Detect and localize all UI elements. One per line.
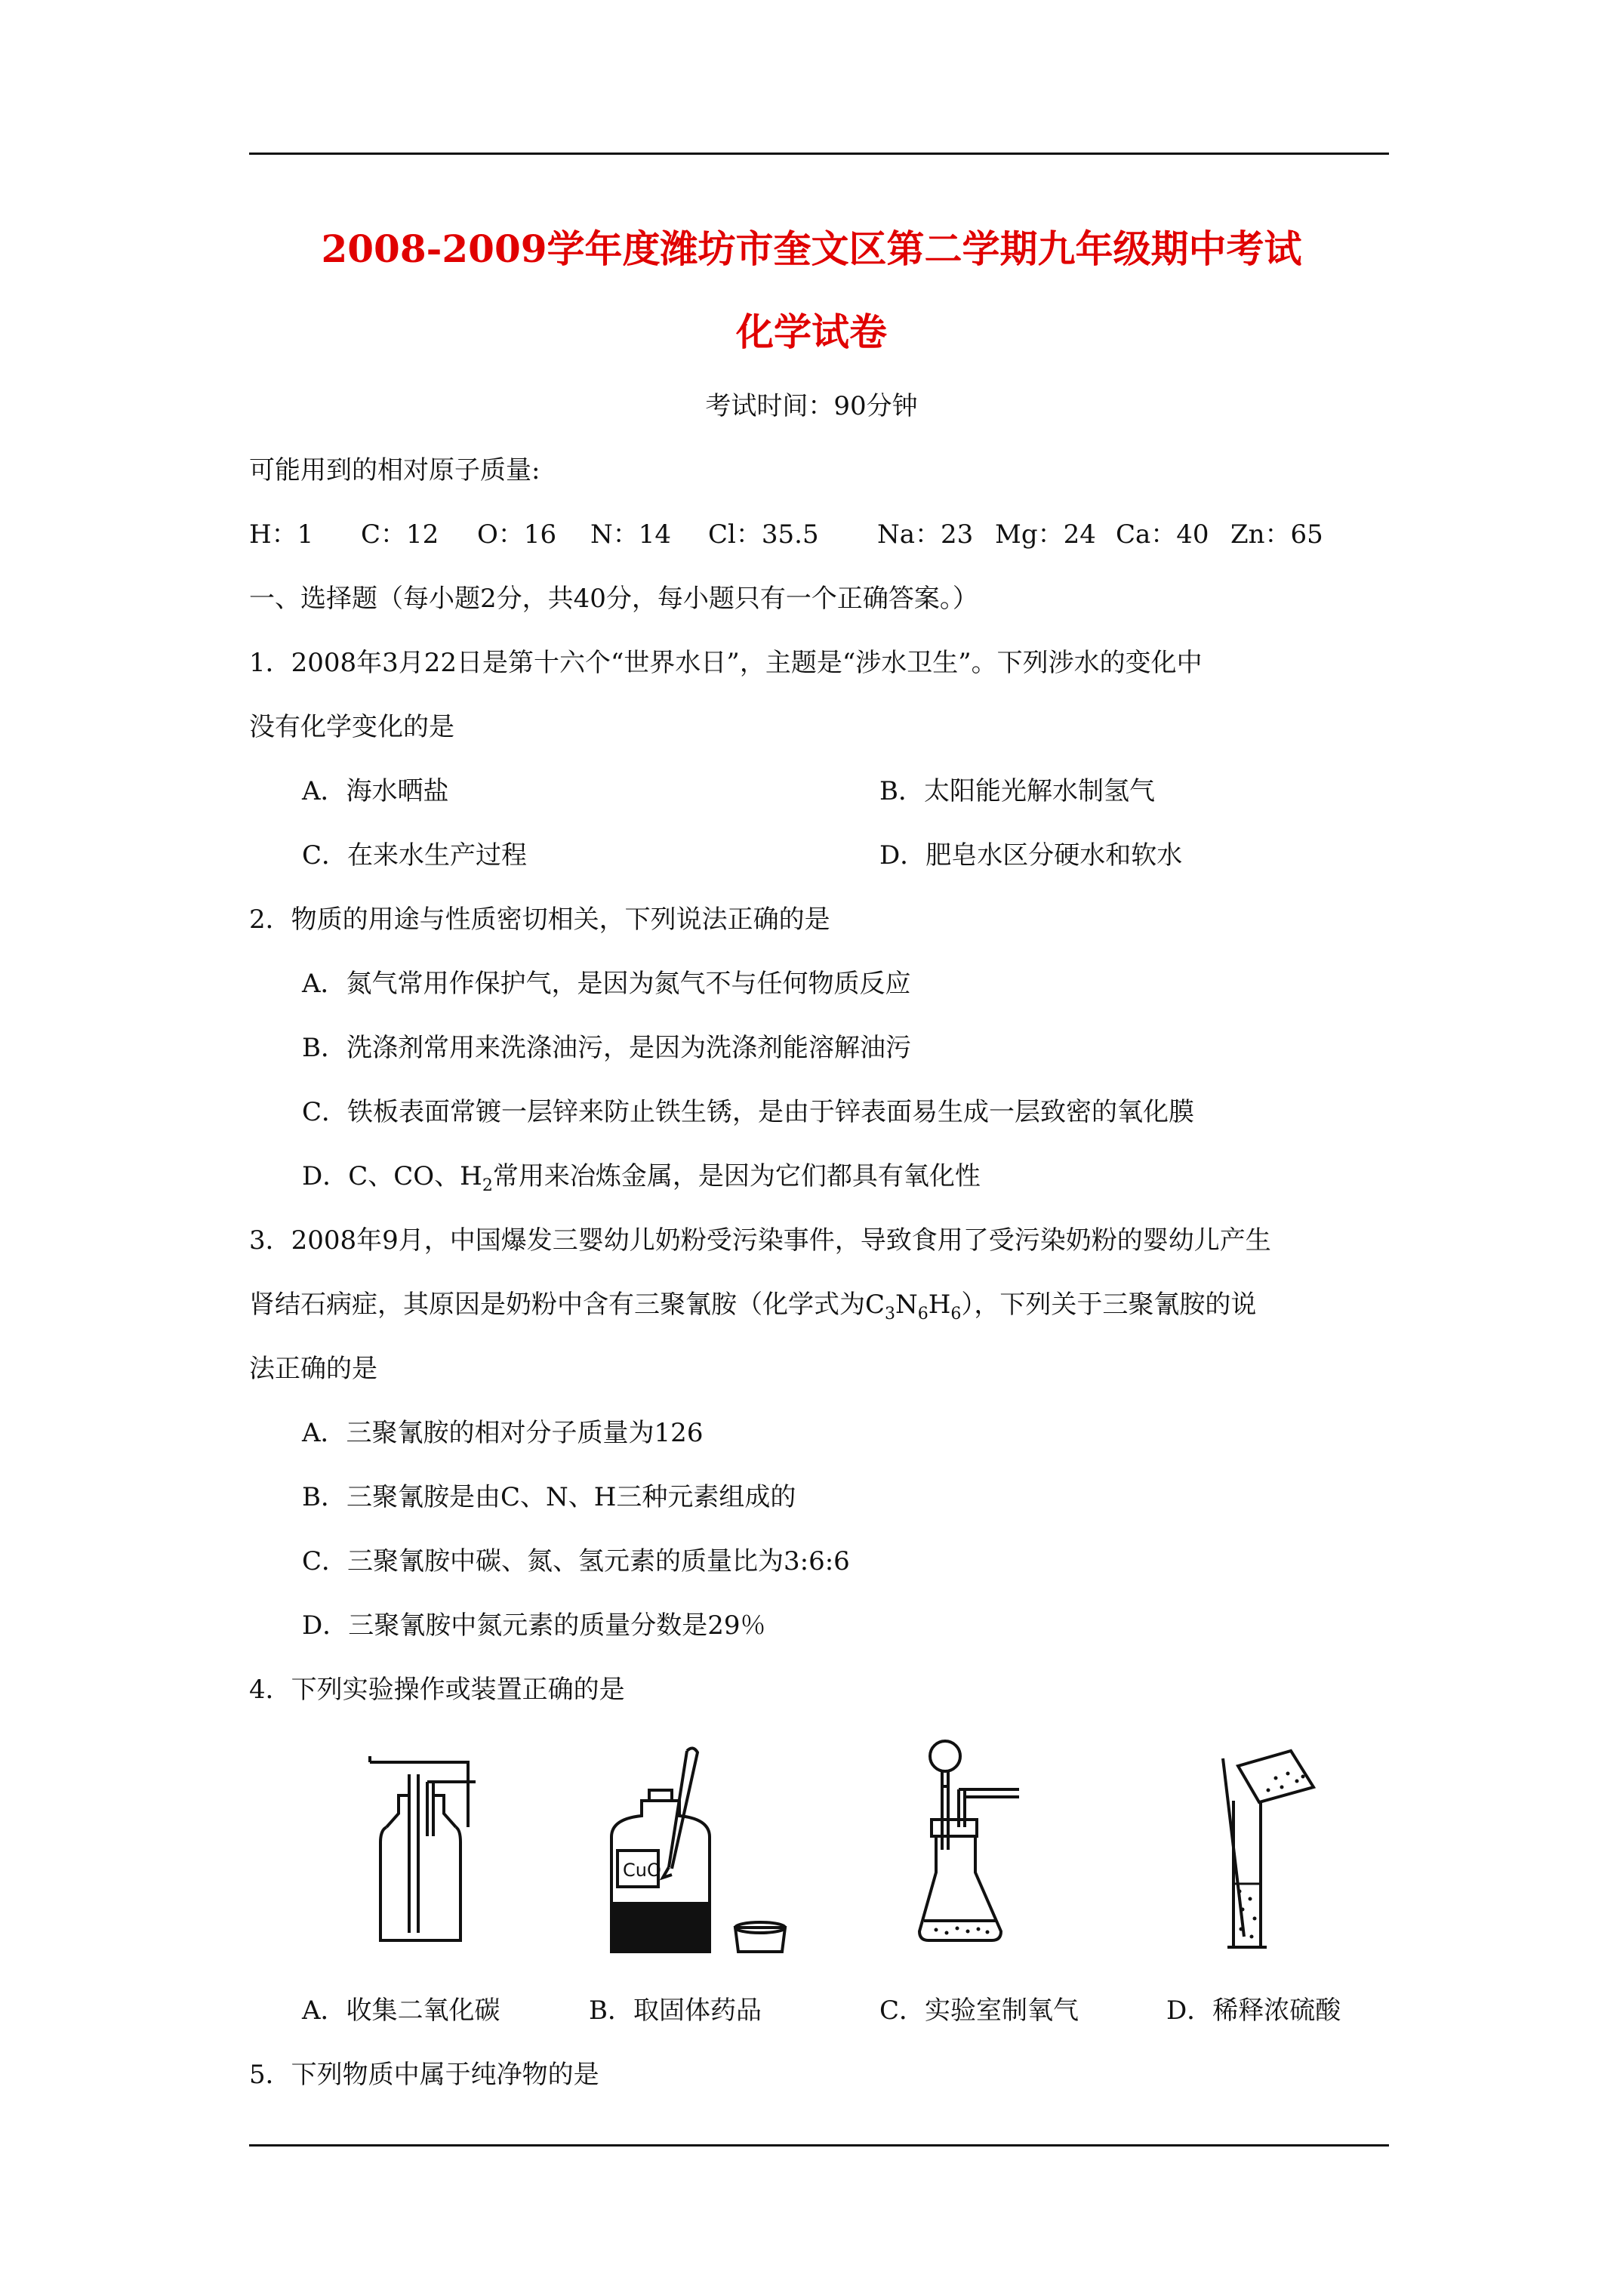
q5-stem: 5．下列物质中属于纯净物的是: [249, 2060, 599, 2090]
q1-option-a: A．海水晒盐: [302, 776, 449, 806]
q3-stem-line1: 3．2008年9月，中国爆发三婴幼儿奶粉受污染事件，导致食用了受污染奶粉的婴幼儿产生: [249, 1225, 1271, 1256]
q2-option-a: A．氮气常用作保护气，是因为氮气不与任何物质反应: [302, 969, 911, 999]
figure-b-reagent-bottle: [596, 1740, 800, 1959]
q4-stem: 4．下列实验操作或装置正确的是: [249, 1675, 625, 1705]
exam-subtitle: 化学试卷: [736, 310, 887, 354]
q3-option-d: D．三聚氰胺中氮元素的质量分数是29％: [302, 1610, 766, 1641]
bottom-rule: [249, 2144, 1389, 2147]
atomic-mass-cl: Cl：35.5: [708, 519, 819, 550]
q3-formula-sub-n: 6: [917, 1304, 929, 1324]
q3-option-b: B．三聚氰胺是由C、N、H三种元素组成的: [302, 1482, 796, 1512]
q1-option-d: D．肥皂水区分硬水和软水: [879, 840, 1183, 871]
atomic-mass-c: C：12: [361, 519, 439, 550]
q1-option-b: B．太阳能光解水制氢气: [879, 776, 1155, 806]
q3-line2-tail: ），下列关于三聚氰胺的说: [961, 1290, 1257, 1320]
atomic-mass-n: N：14: [590, 519, 672, 550]
q1-stem-line2: 没有化学变化的是: [249, 712, 454, 742]
figure-d-dilution: [1200, 1748, 1321, 1959]
q2-option-d-post: 常用来冶炼金属，是因为它们都具有氧化性: [492, 1161, 981, 1191]
cuo-bottle-label: CuO: [623, 1860, 661, 1881]
q3-formula-n: N: [895, 1290, 918, 1320]
q3-formula-sub-h: 6: [950, 1304, 962, 1324]
q4-option-c: C．实验室制氧气: [879, 1996, 1079, 2026]
atomic-mass-o: O：16: [477, 519, 557, 550]
q4-option-a: A．收集二氧化碳: [302, 1996, 500, 2026]
q2-option-b: B．洗涤剂常用来洗涤油污，是因为洗涤剂能溶解油污: [302, 1033, 911, 1063]
atomic-mass-zn: Zn：65: [1230, 519, 1323, 550]
q3-stem-line3: 法正确的是: [249, 1354, 377, 1384]
q2-stem: 2．物质的用途与性质密切相关，下列说法正确的是: [249, 905, 830, 935]
cuo-powder-fill: [611, 1902, 710, 1952]
atomic-mass-h: H：1: [249, 519, 314, 550]
atomic-mass-heading: 可能用到的相对原子质量:: [249, 455, 540, 485]
top-rule: [249, 153, 1389, 155]
atomic-mass-na: Na：23: [877, 519, 974, 550]
q2-option-c: C．铁板表面常镀一层锌来防止铁生锈，是由于锌表面易生成一层致密的氧化膜: [302, 1097, 1195, 1127]
q4-option-b: B．取固体药品: [589, 1996, 762, 2026]
q3-option-a: A．三聚氰胺的相对分子质量为126: [302, 1418, 704, 1448]
atomic-mass-mg: Mg：24: [995, 519, 1096, 550]
figure-c-oxygen-apparatus: [913, 1737, 1049, 1955]
q1-option-c: C．在来水生产过程: [302, 840, 528, 871]
q4-option-d: D．稀释浓硫酸: [1166, 1996, 1341, 2026]
q3-stem-line2: [249, 1284, 1256, 1324]
exam-time: 考试时间：90分钟: [705, 391, 918, 421]
q2-option-d: [302, 1155, 981, 1195]
section-heading: 一、选择题（每小题2分，共40分，每小题只有一个正确答案。）: [249, 584, 978, 614]
atomic-mass-ca: Ca：40: [1116, 519, 1209, 550]
exam-title: 2008-2009学年度潍坊市奎文区第二学期九年级期中考试: [321, 227, 1302, 271]
q3-formula-sub-c: 3: [885, 1304, 896, 1324]
q2-option-d-sub: 2: [482, 1176, 493, 1195]
q3-option-c: C．三聚氰胺中碳、氮、氢元素的质量比为3:6:6: [302, 1546, 850, 1576]
q3-line2-text: 肾结石病症，其原因是奶粉中含有三聚氰胺（化学式为C: [249, 1290, 885, 1320]
q3-formula-h: H: [928, 1290, 951, 1320]
q2-option-d-pre: D．C、CO、H: [302, 1161, 482, 1191]
q1-stem-line1: 1．2008年3月22日是第十六个“世界水日”，主题是“涉水卫生”。下列涉水的变化中: [249, 648, 1203, 678]
figure-a-gas-bottle: [355, 1752, 491, 1955]
